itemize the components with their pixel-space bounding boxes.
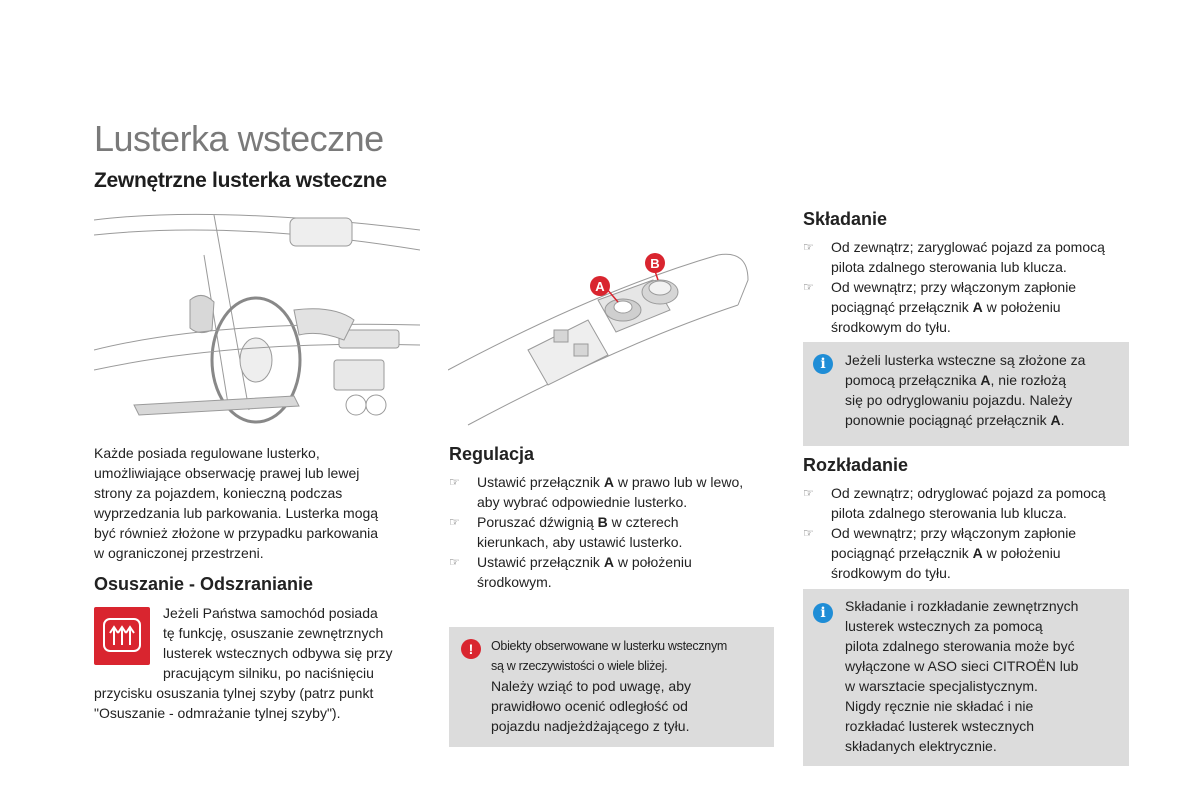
hand-pointer-icon: ☞ xyxy=(803,240,814,254)
intro-line: strony za pojazdem, konieczną podczas xyxy=(94,485,343,501)
hand-pointer-icon: ☞ xyxy=(803,280,814,294)
warning-line: są w rzeczywistości o wiele bliżej. xyxy=(491,659,668,673)
defrost-text-full xyxy=(94,683,424,723)
warning-line: pojazdu nadjeżdżającego z tyłu. xyxy=(491,718,690,734)
hand-pointer-icon: ☞ xyxy=(449,475,460,489)
label-a: A xyxy=(595,279,605,294)
info-icon: i xyxy=(813,354,833,374)
defrost-heading: Osuszanie - Odszranianie xyxy=(94,574,314,594)
defrost-line: "Osuszanie - odmrażanie tylnej szyby"). xyxy=(94,705,341,721)
list-item: ☞ Poruszać dźwignią B w czterech kierunkach, aby ustawić lusterko. xyxy=(449,514,683,550)
page-title: Lusterka wsteczne xyxy=(94,118,384,159)
skladanie-heading: Składanie xyxy=(803,209,888,229)
hand-pointer-icon: ☞ xyxy=(449,555,460,569)
defrost-line: lusterek wstecznych odbywa się przy xyxy=(163,645,393,661)
info-line: Składanie i rozkładanie zewnętrznych xyxy=(845,598,1079,614)
warning-line: prawidłowo ocenić odległość od xyxy=(491,698,688,714)
list-item: ☞ Od zewnątrz; odryglować pojazd za pomocą pilota zdalnego sterowania lub klucza. xyxy=(803,485,1106,521)
list-item: ☞ Od wewnątrz; przy włączonym zapłonie pociągnąć przełącznik A w położeniu środkowym do tyłu. xyxy=(803,279,1077,335)
list-item: ☞ Ustawić przełącznik A w położeniu środkowym. xyxy=(449,554,692,590)
defrost-text-wrapped xyxy=(163,603,425,683)
intro-line: w ograniczonej przestrzeni. xyxy=(94,545,264,561)
skladanie-info-box xyxy=(803,342,1129,446)
info-line: wyłączone w ASO sieci CITROËN lub xyxy=(845,658,1079,674)
intro-line: być również złożone w przypadku parkowania xyxy=(94,525,379,541)
rear-defrost-icon xyxy=(94,607,150,665)
warning-line: Należy wziąć to pod uwagę, aby xyxy=(491,678,691,694)
rozkladanie-heading: Rozkładanie xyxy=(803,455,909,475)
info-line: się po odryglowaniu pojazdu. Należy xyxy=(845,392,1073,408)
list-item: ☞ Ustawić przełącznik A w prawo lub w lewo, aby wybrać odpowiednie lusterko. xyxy=(449,474,744,510)
defrost-line: przycisku osuszania tylnej szyby (patrz punkt xyxy=(94,685,374,701)
rozkladanie-list xyxy=(803,483,1143,583)
regulacja-heading: Regulacja xyxy=(449,444,535,464)
intro-line: wyprzedzania lub parkowania. Lusterka mogą xyxy=(94,505,379,521)
mirror-switch-illustration xyxy=(448,250,774,430)
hand-pointer-icon: ☞ xyxy=(449,515,460,529)
info-line: w warsztacie specjalistycznym. xyxy=(845,678,1038,694)
info-line: Nigdy ręcznie nie składać i nie xyxy=(845,698,1034,714)
defrost-line: tę funkcję, osuszanie zewnętrznych xyxy=(163,625,384,641)
intro-line: umożliwiające obserwację prawej lub lewej xyxy=(94,465,360,481)
list-item: ☞ Od zewnątrz; zaryglować pojazd za pomocą pilota zdalnego sterowania lub klucza. xyxy=(803,239,1105,275)
hand-pointer-icon: ☞ xyxy=(803,526,814,540)
info-line: składanych elektrycznie. xyxy=(845,738,997,754)
info-line: pilota zdalnego sterowania może być xyxy=(845,638,1075,654)
skladanie-list xyxy=(803,237,1143,337)
info-line: rozkładać lusterek wstecznych xyxy=(845,718,1035,734)
dashboard-illustration xyxy=(94,210,420,430)
section-title: Zewnętrzne lusterka wsteczne xyxy=(94,169,387,192)
intro-line: Każde posiada regulowane lusterko, xyxy=(94,445,320,461)
info-line: ponownie pociągnąć przełącznik A. xyxy=(845,412,1065,428)
hand-pointer-icon: ☞ xyxy=(803,486,814,500)
intro-paragraph xyxy=(94,443,424,563)
warning-line: Obiekty obserwowane w lusterku wstecznym xyxy=(491,639,728,653)
info-icon: i xyxy=(813,603,833,623)
list-item: ☞ Od wewnątrz; przy włączonym zapłonie pociągnąć przełącznik A w położeniu środkowym do tyłu. xyxy=(803,525,1077,581)
mirror-switch-drawing xyxy=(448,250,774,430)
info-line: pomocą przełącznika A, nie rozłożą xyxy=(845,372,1067,388)
info-line: lusterek wstecznych za pomocą xyxy=(845,618,1043,634)
info-line: Jeżeli lusterka wsteczne są złożone za xyxy=(845,352,1086,368)
regulacja-list xyxy=(449,472,779,592)
rozkladanie-info-box xyxy=(803,589,1129,766)
warning-icon: ! xyxy=(461,639,481,659)
warning-box xyxy=(449,627,774,747)
dashboard-drawing xyxy=(94,210,420,430)
defrost-line: Jeżeli Państwa samochód posiada xyxy=(163,605,378,621)
label-b: B xyxy=(650,256,660,271)
defrost-line: pracującym silniku, po naciśnięciu xyxy=(163,665,374,681)
